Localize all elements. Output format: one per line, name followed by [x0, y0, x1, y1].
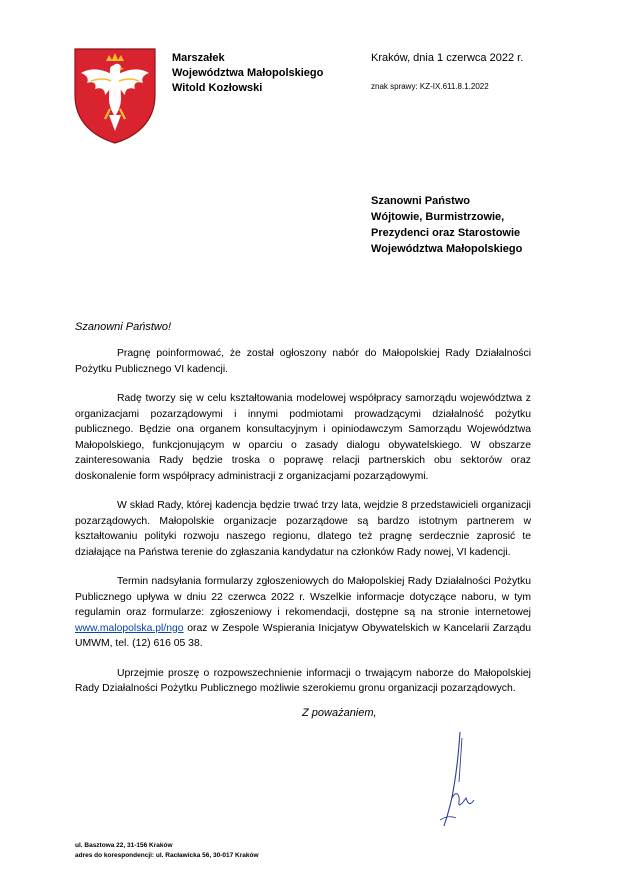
letter-body: [75, 346, 531, 711]
body-paragraph: W skład Rady, której kadencja będzie trwać trzy lata, wejdzie 8 przedstawicieli organizacji pozarządowych. Małopolskie organizacje pozarządowe są bardzo istotnym partnerem w kształtowaniu polityki rozwoju naszego regionu, dlatego też pragnę serdecznie zaprosić te działające na Państwa terenie do zgłaszania kandydatur na członków Rady nowej, VI kadencji.: [75, 500, 531, 558]
sender-name: Witold Kozłowski: [172, 82, 263, 94]
coat-of-arms-icon: [73, 47, 157, 145]
sender-block: [172, 51, 323, 96]
body-paragraph: Radę tworzy się w celu kształtowania modelowej współpracy samorządu województwa z organizacjami pozarządowymi i innymi podmiotami prowadzącymi działalność pożytku publicznego. Będzie ona organem konsultacyjnym i opiniodawczym Samorządu Województwa Małopolskiego, funkcjonującym w oparciu o zasady dialogu obywatelskiego. W obszarze zainteresowania Rady będzie troska o poprawę relacji partnerskich obu sektorów oraz doskonalenie form współpracy administracji z organizacjami pozarządowymi.: [75, 393, 531, 482]
reference-number: znak sprawy: KZ-IX.611.8.1.2022: [371, 82, 489, 91]
recipient-line: Wójtowie, Burmistrzowie,: [371, 211, 505, 223]
sender-office: Województwa Małopolskiego: [172, 67, 324, 79]
body-paragraph: Pragnę poinformować, że został ogłoszony nabór do Małopolskiej Rady Działalności Pożytku Publicznego VI kadencji.: [75, 348, 531, 375]
paragraph-text: oraz w Zespole Wspierania Inicjatyw Obywatelskich w Kancelarii Zarządu UMWM, tel. (12) 616 05 38.: [75, 622, 531, 649]
sender-title: Marszałek: [172, 52, 225, 64]
ngo-website-link[interactable]: www.malopolska.pl/ngo: [75, 622, 184, 634]
closing: Z poważaniem,: [302, 707, 377, 719]
footer-line: ul. Basztowa 22, 31-156 Kraków: [75, 842, 173, 849]
letter-date: Kraków, dnia 1 czerwca 2022 r.: [371, 52, 524, 64]
recipient-line: Szanowni Państwo: [371, 195, 471, 207]
signature-icon: [426, 728, 486, 830]
footer-address: [75, 841, 259, 861]
body-paragraph: Uprzejmie proszę o rozpowszechnienie informacji o trwającym naborze do Małopolskiej Rady Działalności Pożytku Publicznego możliwie szerokiemu gronu organizacji pozarządowych.: [75, 667, 531, 694]
body-paragraph: [75, 574, 531, 652]
recipients-block: [371, 193, 522, 257]
recipient-line: Prezydenci oraz Starostowie: [371, 227, 521, 239]
paragraph-text: Termin nadsyłania formularzy zgłoszeniowych do Małopolskiej Rady Działalności Pożytku Publicznego upływa w dniu 22 czerwca 2022 r. Wszelkie informacje dotyczące naboru, w tym regulamin oraz formularze: zgłoszeniowy i rekomendacji, dostępne są na stronie internetowej: [75, 576, 531, 618]
salutation: Szanowni Państwo!: [75, 321, 171, 333]
footer-line: adres do korespondencji: ul. Racławicka 56, 30-017 Kraków: [75, 852, 259, 859]
recipient-line: Województwa Małopolskiego: [371, 243, 523, 255]
